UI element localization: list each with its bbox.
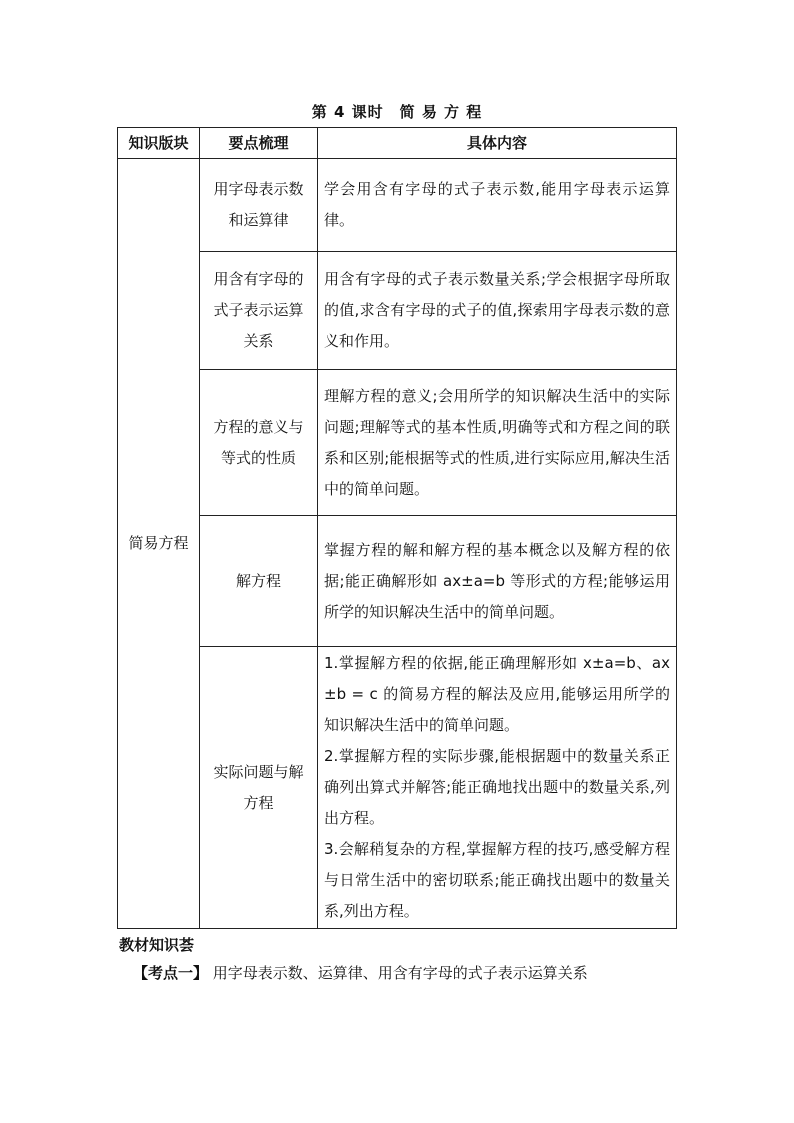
content-text: 3.会解稍复杂的方程,掌握解方程的技巧,感受解方程与日常生活中的密切联系;能正确找出题中的数量关系,列出方程。 [324,840,670,920]
content-text: 学会用含有字母的式子表示数,能用字母表示运算律。 [324,180,670,229]
content-cell [318,516,677,647]
point-cell: 实际问题与解方程 [200,647,318,929]
content-text: 用含有字母的式子表示数量关系;学会根据字母所取的值,求含有字母的式子的值,探索用字母表示数的意义和作用。 [324,270,670,350]
point-cell: 解方程 [200,516,318,647]
section-heading: 教材知识荟 [119,936,195,954]
header-content: 具体内容 [318,128,677,159]
header-point: 要点梳理 [200,128,318,159]
category-cell: 简易方程 [118,159,200,929]
content-text: 2.掌握解方程的实际步骤,能根据题中的数量关系正确列出算式并解答;能正确地找出题中的数量关系,列出方程。 [324,747,670,827]
kaodian-line [133,962,588,983]
header-category: 知识版块 [118,128,200,159]
content-text: 掌握方程的解和解方程的基本概念以及解方程的依据;能正确解形如 ax±a=b 等形式的方程;能够运用所学的知识解决生活中的简单问题。 [324,540,670,621]
point-cell: 用含有字母的式子表示运算关系 [200,252,318,370]
point-cell: 方程的意义与等式的性质 [200,370,318,516]
table-row [118,159,677,252]
content-cell [318,159,677,252]
content-cell [318,252,677,370]
content-cell [318,370,677,516]
page-title: 第 4 课时 简 易 方 程 [311,103,483,121]
content-text: 理解方程的意义;会用所学的知识解决生活中的实际问题;理解等式的基本性质,明确等式和方程之间的联系和区别;能根据等式的性质,进行实际应用,解决生活中的简单问题。 [324,386,670,498]
table-row [118,647,677,929]
knowledge-table [117,127,677,929]
table-row [118,516,677,647]
content-text: 1.掌握解方程的依据,能正确理解形如 x±a=b、ax±b = c 的简易方程的解法及应用,能够运用所学的知识解决生活中的简单问题。 [324,654,670,734]
point-cell: 用字母表示数和运算律 [200,159,318,252]
kaodian-text: 用字母表示数、运算律、用含有字母的式子表示运算关系 [212,964,588,982]
table-header-row [118,128,677,159]
content-cell [318,647,677,929]
table-row [118,252,677,370]
table-row [118,370,677,516]
kaodian-tag: 【考点一】 [133,964,209,982]
